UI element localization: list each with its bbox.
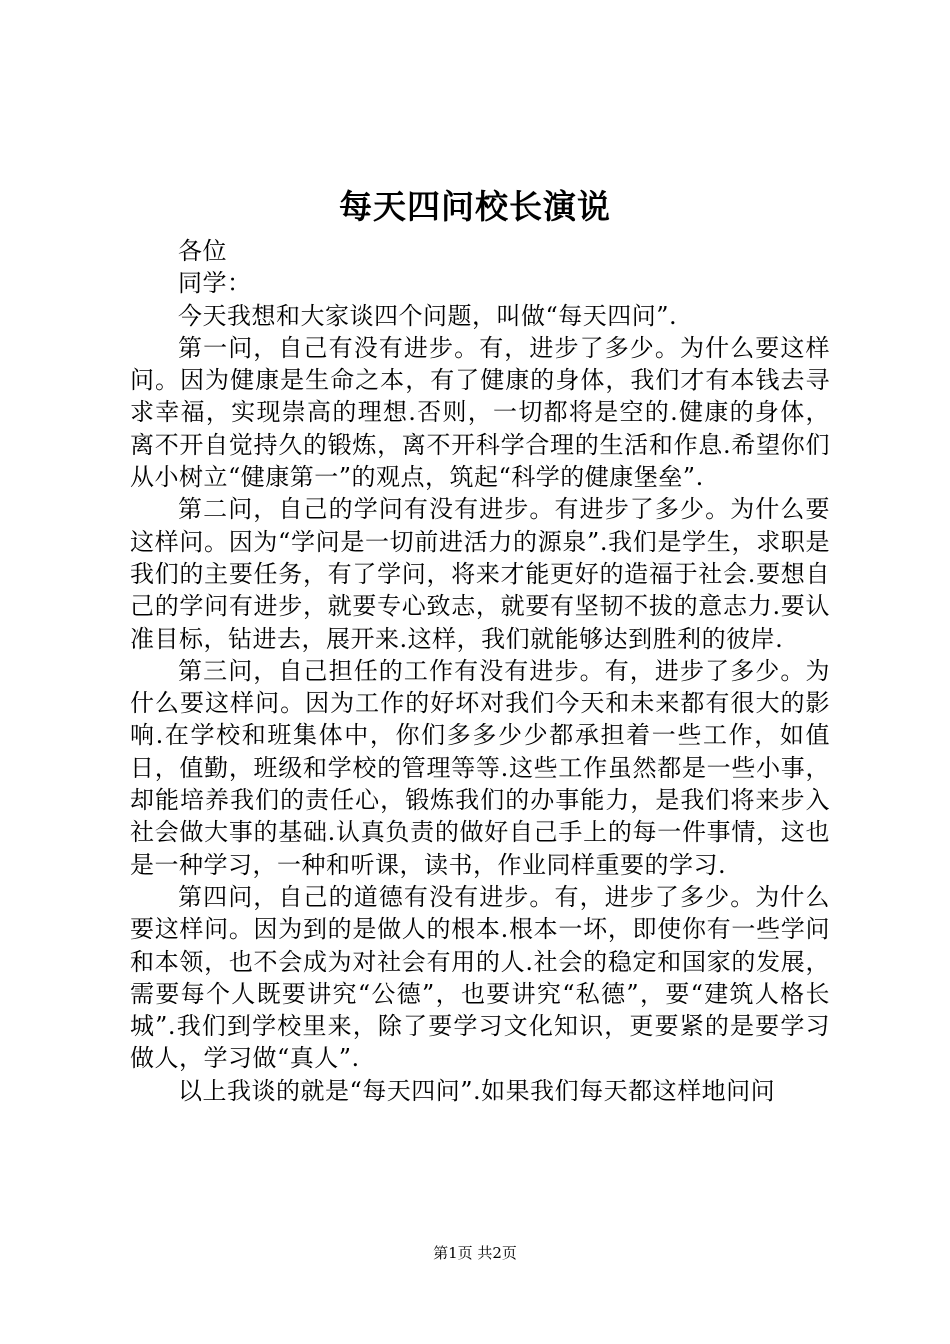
- document-title: 每天四问校长演说: [339, 187, 611, 226]
- salutation-line-2: 同学：: [178, 269, 252, 298]
- intro-paragraph: 今天我想和大家谈四个问题，叫做“每天四问”.: [178, 301, 678, 330]
- paragraph-question-1: 第一问，自己有没有进步。有，进步了多少。为什么要这样问。因为健康是生命之本，有了健康的身体，我们才有本钱去寻求幸福，实现崇高的理想.否则，一切都将是空的.健康的身体，离不开自觉持久的锻炼，离不开科学合理的生活和作息.希望你们从小树立“健康第一”的观点，筑起“科学的健康堡垒”.: [130, 333, 830, 492]
- paragraph-question-3: 第三问，自己担任的工作有没有进步。有，进步了多少。为什么要这样问。因为工作的好坏对我们今天和未来都有很大的影响.在学校和班集体中，你们多多少少都承担着一些工作，如值日，值勤，班级和学校的管理等等.这些工作虽然都是一些小事，却能培养我们的责任心，锻炼我们的办事能力，是我们将来步入社会做大事的基础.认真负责的做好自己手上的每一件事情，这也是一种学习，一种和听课，读书，作业同样重要的学习.: [130, 656, 830, 879]
- salutation-line-1: 各位: [178, 237, 227, 265]
- paragraph-summary: 以上我谈的就是“每天四问”.如果我们每天都这样地问问: [178, 1076, 776, 1105]
- paragraph-question-2: 第二问，自己的学问有没有进步。有进步了多少。为什么要这样问。因为“学问是一切前进活力的源泉”.我们是学生，求职是我们的主要任务，有了学问，将来才能更好的造福于社会.要想自己的学问有进步，就要专心致志，就要有坚韧不拔的意志力.要认准目标，钻进去，展开来.这样，我们就能够达到胜利的彼岸.: [130, 495, 830, 653]
- document-body: [130, 235, 830, 1107]
- paragraph-question-4: 第四问，自己的道德有没有进步。有，进步了多少。为什么要这样问。因为到的是做人的根本.根本一坏，即使你有一些学问和本领，也不会成为对社会有用的人.社会的稳定和国家的发展，需要每个人既要讲究“公德”，也要讲究“私德”，要“建筑人格长城”.我们到学校里来，除了要学习文化知识，更要紧的是要学习做人，学习做“真人”.: [130, 882, 830, 1073]
- page-footer: 第1页 共2页: [433, 1244, 517, 1262]
